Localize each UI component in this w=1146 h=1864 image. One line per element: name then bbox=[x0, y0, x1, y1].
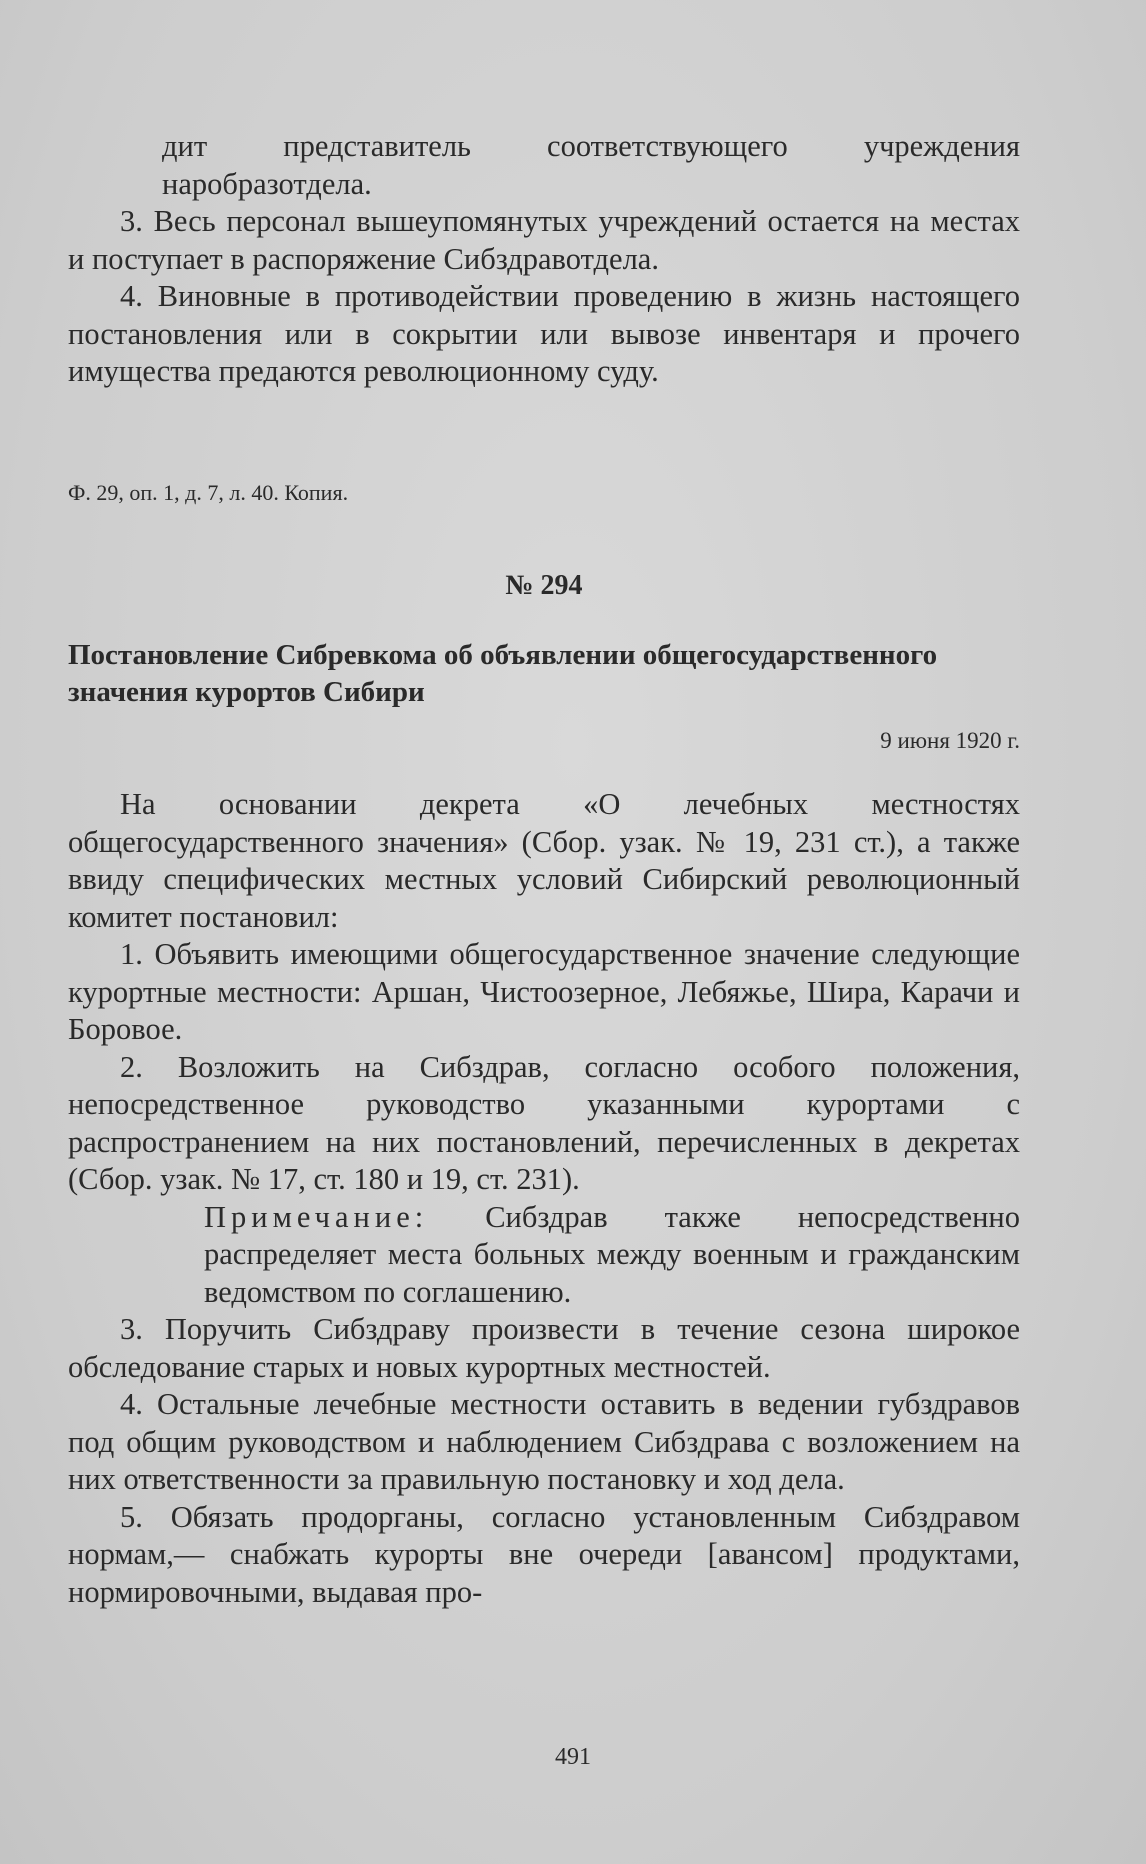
document-date: 9 июня 1920 г. bbox=[880, 728, 1020, 753]
continued-text-block bbox=[68, 128, 1020, 391]
page-number: 491 bbox=[555, 1744, 591, 1770]
top-item-3: 3. Весь персонал вышеупомянутых учреждений остается на местах и поступает в распоряжение Сибздравотдела. bbox=[68, 204, 1020, 276]
note-text: Сибздрав также непосредственно распределяет места больных между военным и гражданским ведомством по соглашению. bbox=[204, 1199, 1020, 1309]
item-2: 2. Возложить на Сибздрав, согласно особого положения, непосредственное руководство указанными курортами с распространением на них постановлений, перечисленных в декретах (Сбор. узак. № 17, ст. 180 и 19, ст. 231). bbox=[68, 1049, 1020, 1196]
item-5: 5. Обязать продорганы, согласно установленным Сибздравом нормам,— снабжать курорты вне очереди [авансом] продуктами, нормировочными, выдавая про- bbox=[68, 1499, 1020, 1609]
intro-paragraph: На основании декрета «О лечебных местностях общегосударственного значения» (Сбор. узак. № 19, 231 ст.), а также ввиду специфических местных условий Сибирский революционный комитет постановил: bbox=[68, 787, 1020, 934]
item-1: 1. Объявить имеющими общегосударственное значение следующие курортные местности: Аршан, Чистоозерное, Лебяжье, Шира, Карачи и Боровое. bbox=[68, 937, 1020, 1046]
archive-source: Ф. 29, оп. 1, д. 7, л. 40. Копия. bbox=[68, 480, 349, 505]
document-number: № 294 bbox=[505, 570, 583, 601]
top-item-4: 4. Виновные в противодействии проведению в жизнь настоящего постановления или в сокрытии или вывозе инвентаря и прочего имущества предаются революционному суду. bbox=[68, 279, 1020, 388]
document-title: Постановление Сибревкома об объявлении общегосударственного значения курортов Сибири bbox=[68, 639, 938, 708]
item-3: 3. Поручить Сибздраву произвести в течение сезона широкое обследование старых и новых курортных местностей. bbox=[68, 1312, 1020, 1384]
continued-paragraph: дит представитель соответствующего учреждения наробразотдела. bbox=[162, 129, 1020, 201]
item-4: 4. Остальные лечебные местности оставить в ведении губздравов под общим руководством и наблюдением Сибздрава с возложением на них ответственности за правильную постановку и ход дела. bbox=[68, 1387, 1020, 1496]
document-body bbox=[68, 786, 1020, 1611]
note-paragraph bbox=[68, 1199, 1020, 1312]
note-label: Примечание: bbox=[204, 1199, 429, 1234]
